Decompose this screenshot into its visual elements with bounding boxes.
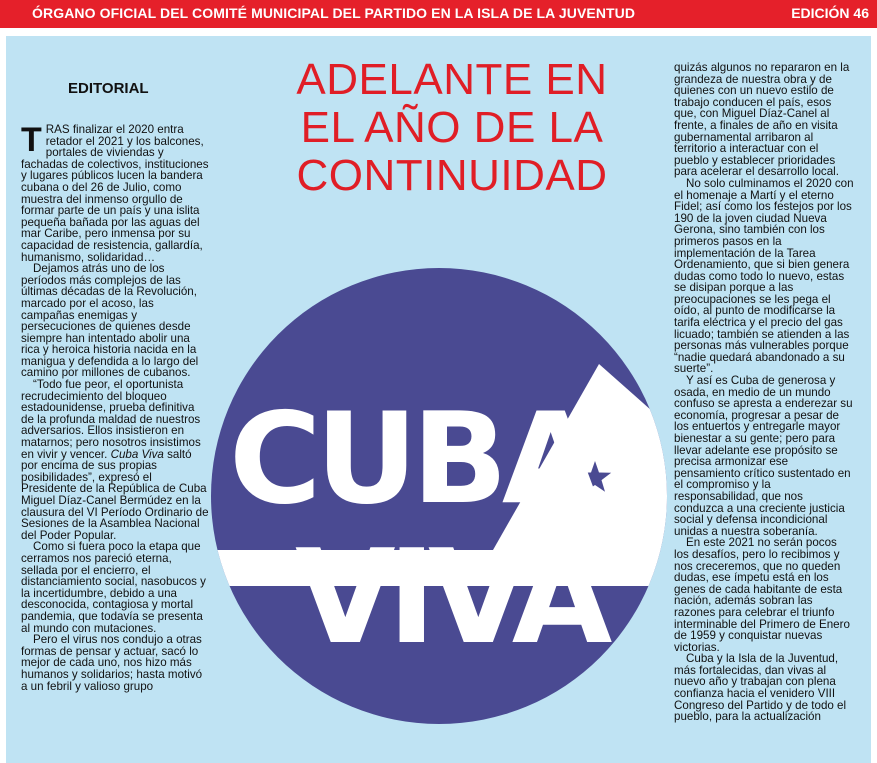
- paragraph: Pero el virus nos condujo a otras formas de pensar y actuar, sacó lo mejor de cada uno, nos hizo más humanos y solidarios; hasta motivó a un febril y valioso grupo: [21, 633, 203, 693]
- headline: [268, 56, 636, 200]
- paragraph: Como si fuera poco la etapa que cerramos nos pareció eterna, sellada por el encierro, el distanciamiento social, nasobucos y la incertidumbre, debido a una desconocida, contagiosa y mortal pandemia, que todavía se presenta al mundo con mutaciones.: [21, 540, 206, 635]
- article-panel: [6, 36, 871, 763]
- quote-text: “Todo fue peor, el oportunista recrudecimiento del bloqueo estadounidense, prueba definitiva de la profunda maldad de nuestros adversarios. Ellos insistieron en matarnos; pero nosotros insistimos en vivir y vencer.: [21, 378, 201, 461]
- paragraph: quizás algunos no repararon en la grandeza de nuestra obra y de quienes con un nuevo estilo de trabajo conducen el país, esos que, con Miguel Díaz-Canel al frente, a finales de año en visita gubernamental arribaron al territorio a interactuar con el pueblo y establecer prioridades para acelerar el desarrollo local.: [674, 61, 850, 179]
- paragraph: No solo culminamos el 2020 con el homenaje a Martí y el eterno Fidel; así como los festejos por los 190 de la joven ciudad Nueva Gerona, sino también con los primeros pasos en la implementación de la Tarea Ordenamiento, que si bien genera dudas como todo lo nuevo, estas se disipan porque a las preocupaciones se les pega el oído, al punto de modificarse la tarifa eléctrica y el precio del gas licuado; también se atienden a las personas más vulnerables porque “nadie quedará abandonado a su suerte”.: [674, 176, 854, 376]
- paragraph: Cuba y la Isla de la Juventud, más fortalecidas, dan vivas al nuevo año y trabajan con plena confianza hacia el venidero VIII Congreso del Partido y de todo el pueblo, para la actualización: [674, 652, 847, 724]
- masthead-organ: ÓRGANO OFICIAL DEL COMITÉ MUNICIPAL DEL PARTIDO EN LA ISLA DE LA JUVENTUD: [32, 5, 636, 21]
- logo-word-cuba: CUBA: [229, 385, 594, 532]
- edition-number: EDICIÓN 46: [791, 5, 869, 21]
- masthead-bar: [0, 0, 877, 28]
- paragraph: [21, 379, 209, 541]
- headline-line-2: EL AÑO DE LA: [300, 103, 604, 152]
- article-column-right: [674, 62, 854, 723]
- cuba-viva-logo: [211, 268, 667, 724]
- section-label: EDITORIAL: [68, 80, 149, 97]
- headline-line-1: ADELANTE EN: [296, 55, 608, 104]
- quote-italic: Cuba Viva: [110, 447, 164, 461]
- paragraph-text: RAS finalizar el 2020 entra retador el 2021 y los balcones, portales de viviendas y fachadas de colectivos, instituciones y lugares públicos lucen la bandera cubana o del 26 de Julio, como muestra del inmenso orgullo de formar parte de un país y una islita pequeña bañada por las aguas del mar Caribe, pero inmensa por su capacidad de resistencia, gallardía, humanismo, solidaridad…: [21, 123, 209, 264]
- headline-line-3: CONTINUIDAD: [296, 151, 608, 200]
- paragraph: Y así es Cuba de generosa y osada, en medio de un mundo confuso se apresta a enderezar su economía, progresar a pesar de los entuertos y entregarle mayor bienestar a su gente; pero para llevar adelante ese propósito se precisa armonizar ese pensamiento crítico sustentado en el compromiso y la responsabilidad, que nos conduzca a una creciente justicia social y defensa incondicional unidas a nuestra soberanía.: [674, 374, 853, 538]
- drop-cap: T: [21, 121, 42, 159]
- logo-word-viva: VIVA: [295, 521, 605, 673]
- paragraph: Dejamos atrás uno de los períodos más complejos de las últimas décadas de la Revolución, marcado por el acoso, las campañas enemigas y persecuciones de quienes desde siempre han intentado abolir una rica y heroica historia nacida en la manigua y defendida a lo largo del camino por millones de cubanos.: [21, 262, 199, 380]
- quote-text-cont: saltó por encima de sus propias posibilidades”, expresó el Presidente de la República de Cuba Miguel Díaz-Canel Bermúdez en la clausura del VI Período Ordinario de Sesiones de la Asamblea Nacional del Poder Popular.: [21, 447, 209, 542]
- article-column-left: [21, 121, 209, 693]
- paragraph: En este 2021 no serán pocos los desafíos, pero lo recibimos y nos creceremos, que no queden dudas, ese ímpetu está en los genes de cada habitante de esta nación, además sobran las razones para celebrar el triunfo interminable del Primero de Enero de 1959 y conquistar nuevas victorias.: [674, 536, 850, 654]
- paragraph: [21, 121, 209, 264]
